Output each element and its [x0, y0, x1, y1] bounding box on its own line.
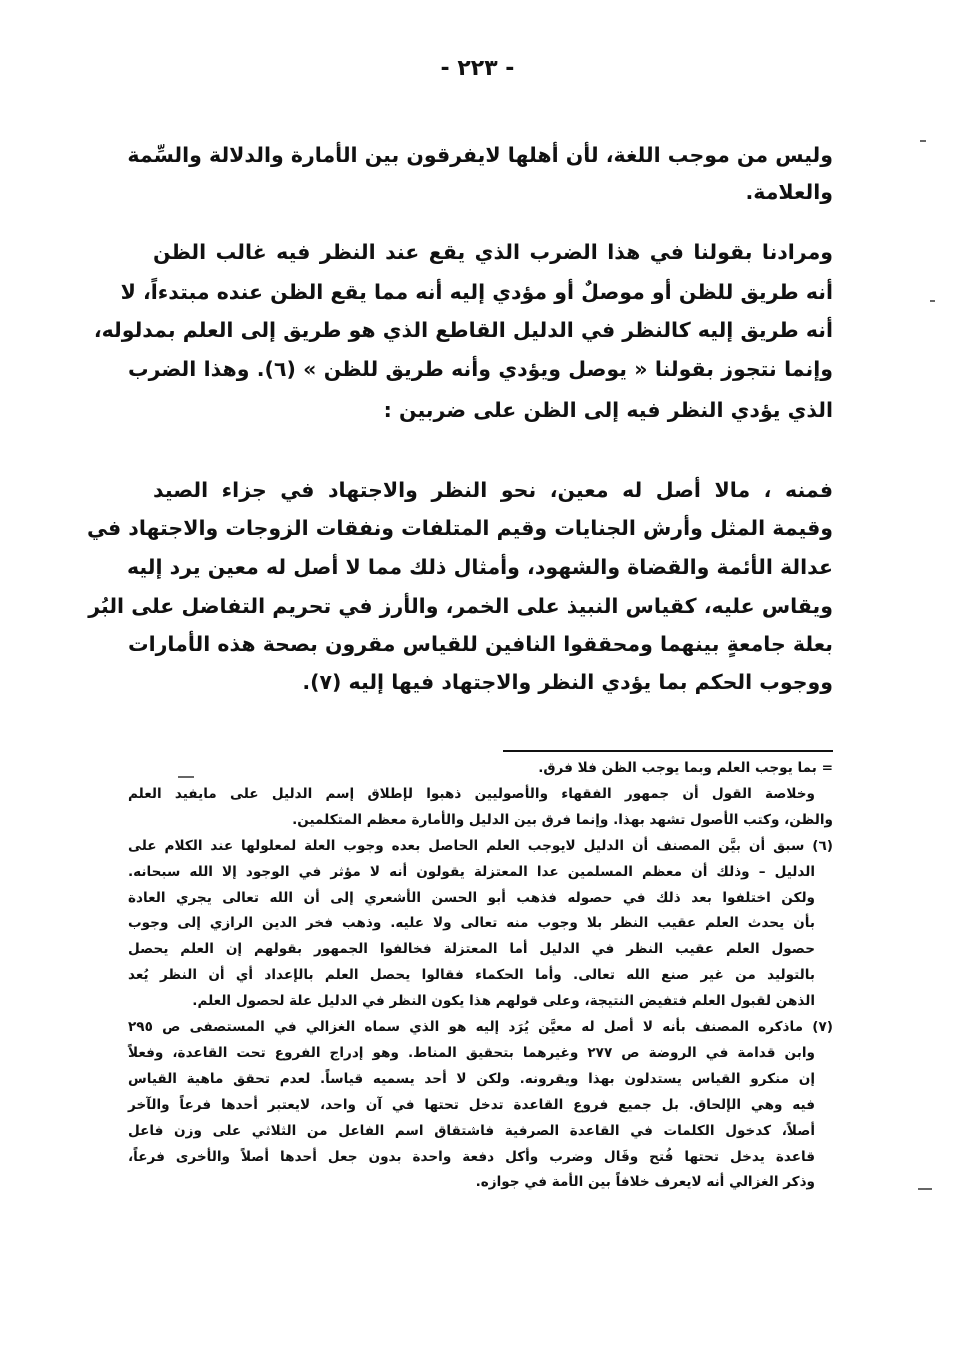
body-line: وإنما نتجوز بقولنا « يوصل ويؤدي وأنه طريق للظن » (٦). وهذا الضرب: [128, 357, 833, 381]
body-line: وليس من موجب اللغة، لأن أهلها لايفرقون بين الأمارة والدلالة والسِّمة: [127, 143, 833, 167]
footnote-line: = بما يوجب العلم وبما يوجب الظن فلا فرق.: [538, 760, 833, 776]
footnote-line: الذهن لقبول العلم فتفيض النتيجة، وعلى قولهم هذا يكون النظر في الدليل علة لحصول العلم.: [192, 993, 815, 1010]
footnote-line: وابن قدامة في الروضة ص ٢٧٧ وغيرهما بتحقيق المناط. وهو إدراج الفروع تحت القاعدة، وفعلاً: [128, 1044, 815, 1061]
body-line: فمنه ، مالا أصل له معين، نحو النظر والاجتهاد في جزاء الصيد: [153, 478, 833, 502]
scan-speck: [178, 776, 194, 778]
scan-speck: [920, 140, 926, 142]
body-line: ويقاس عليه، كقياس النبيذ على الخمر، والأرز في تحريم التفاضل على البُر: [88, 594, 833, 618]
footnote-line: وخلاصة القول أن جمهور الفقهاء والأصوليين ذهبوا لإطلاق إسم الدليل على مايفيد العلم: [128, 785, 815, 802]
footnote-separator: [503, 750, 833, 752]
footnote-line: حصول العلم عقيب النظر في الدليل أما المعتزلة فخالفوا الجمهور بقولهم إن العلم يحصل: [128, 941, 815, 958]
footnote-line: بالتوليد من غير صنع الله تعالى. وأما الحكماء فقالوا يحصل العلم بالإعداد أي أن النظر يُعد: [128, 967, 815, 984]
footnote-line: (٦) سبق أن بيَّن المصنف أن الدليل لايوجب العلم الحاصل بعده وجوب العلة لمعلولها عند الكلام على: [128, 837, 833, 854]
body-line: عدالة الأئمة والقضاة والشهود، وأمثال ذلك مما لا أصل له معين يرد إليه: [126, 555, 833, 579]
footnote-line: (٧) ماذكره المصنف بأنه لا أصل له معيَّن يُرَد إليه هو الذي سماه الغزالي في المستصفى ص ٢٩٥: [128, 1019, 833, 1035]
body-line: وقيمة المثل وأرش الجنايات وقيم المتلفات ونفقات الزوجات والاجتهاد في: [87, 516, 833, 540]
body-line: أنه طريق للظن أو موصلٌ أو مؤدي إليه أنه مما يقع الظن عنده مبتدءاً، لا: [120, 280, 833, 304]
scan-speck: [930, 300, 935, 302]
footnote-line: الدليل – وذلك أن معظم المسلمين عدا المعتزلة يقولون أنه لا مؤثر في الوجود إلا الله سبحانه.: [128, 863, 815, 880]
footnote-line: بأن يحدث العلم عقيب النظر بلا وجوب منه تعالى ولا عليه. وذهب فخر الدين الرازي إلى وجوب: [128, 915, 815, 932]
footnote-line: والظن، وكتب الأصول تشهد بهذا. وإنما فرق بين الدليل والأمارة معظم المتكلمين.: [292, 811, 833, 828]
body-line: ومرادنا بقولنا في هذا الضرب الذي يقع عند النظر فيه غالب الظن: [153, 240, 833, 264]
footnote-line: أصلاً، كدخول الكلمات في القاعدة الصرفية فاشتقاق اسم الفاعل من الثلاثي على وزن فاعل: [128, 1122, 815, 1139]
scan-speck: [918, 1188, 932, 1190]
body-line: بعلة جامعةٍ بينهما ومحققوا النافين للقياس مقرون بصحة هذه الأمارات: [128, 632, 833, 656]
body-line: أنه طريق إليه كالنظر في الدليل القاطع الذي هو طريق إلى العلم بمدلوله،: [93, 318, 833, 342]
footnote-line: قاعدة يدخل تحتها فُتح وقَال وضرب وأكل دفعة واحدة بدون جعل أحدها أصلاً والأخرى فرعاً،: [128, 1148, 815, 1165]
footnote-line: ولكن اختلفوا بعد ذلك في حصوله فذهب أبو الحسن الأشعري إلى أن الله تعالى يجري العادة: [128, 889, 815, 906]
page-number: - ٢٢٣ -: [440, 56, 515, 81]
footnote-line: فيه وهي الإلحاق. بل جميع فروع القاعدة تدخل تحتها في آن واحد، لايعتبر أحدها فرعاً والآخر: [128, 1096, 815, 1113]
footnote-line: إن منكرو القياس يستدلون بهذا ويقرونه. ولكن لا أحد يسميه قياساً. لعدم تحقق ماهية القياس: [128, 1070, 815, 1087]
body-line: الذي يؤدي النظر فيه إلى الظن على ضربين :: [383, 398, 833, 422]
body-line: والعلامة.: [745, 180, 833, 204]
footnote-line: وذكر الغزالي أنه لايعرف خلافاً بين الأمة في جوازه.: [475, 1174, 815, 1191]
body-line: ووجوب الحكم بما يؤدي النظر والاجتهاد فيها إليه (٧).: [302, 670, 833, 694]
